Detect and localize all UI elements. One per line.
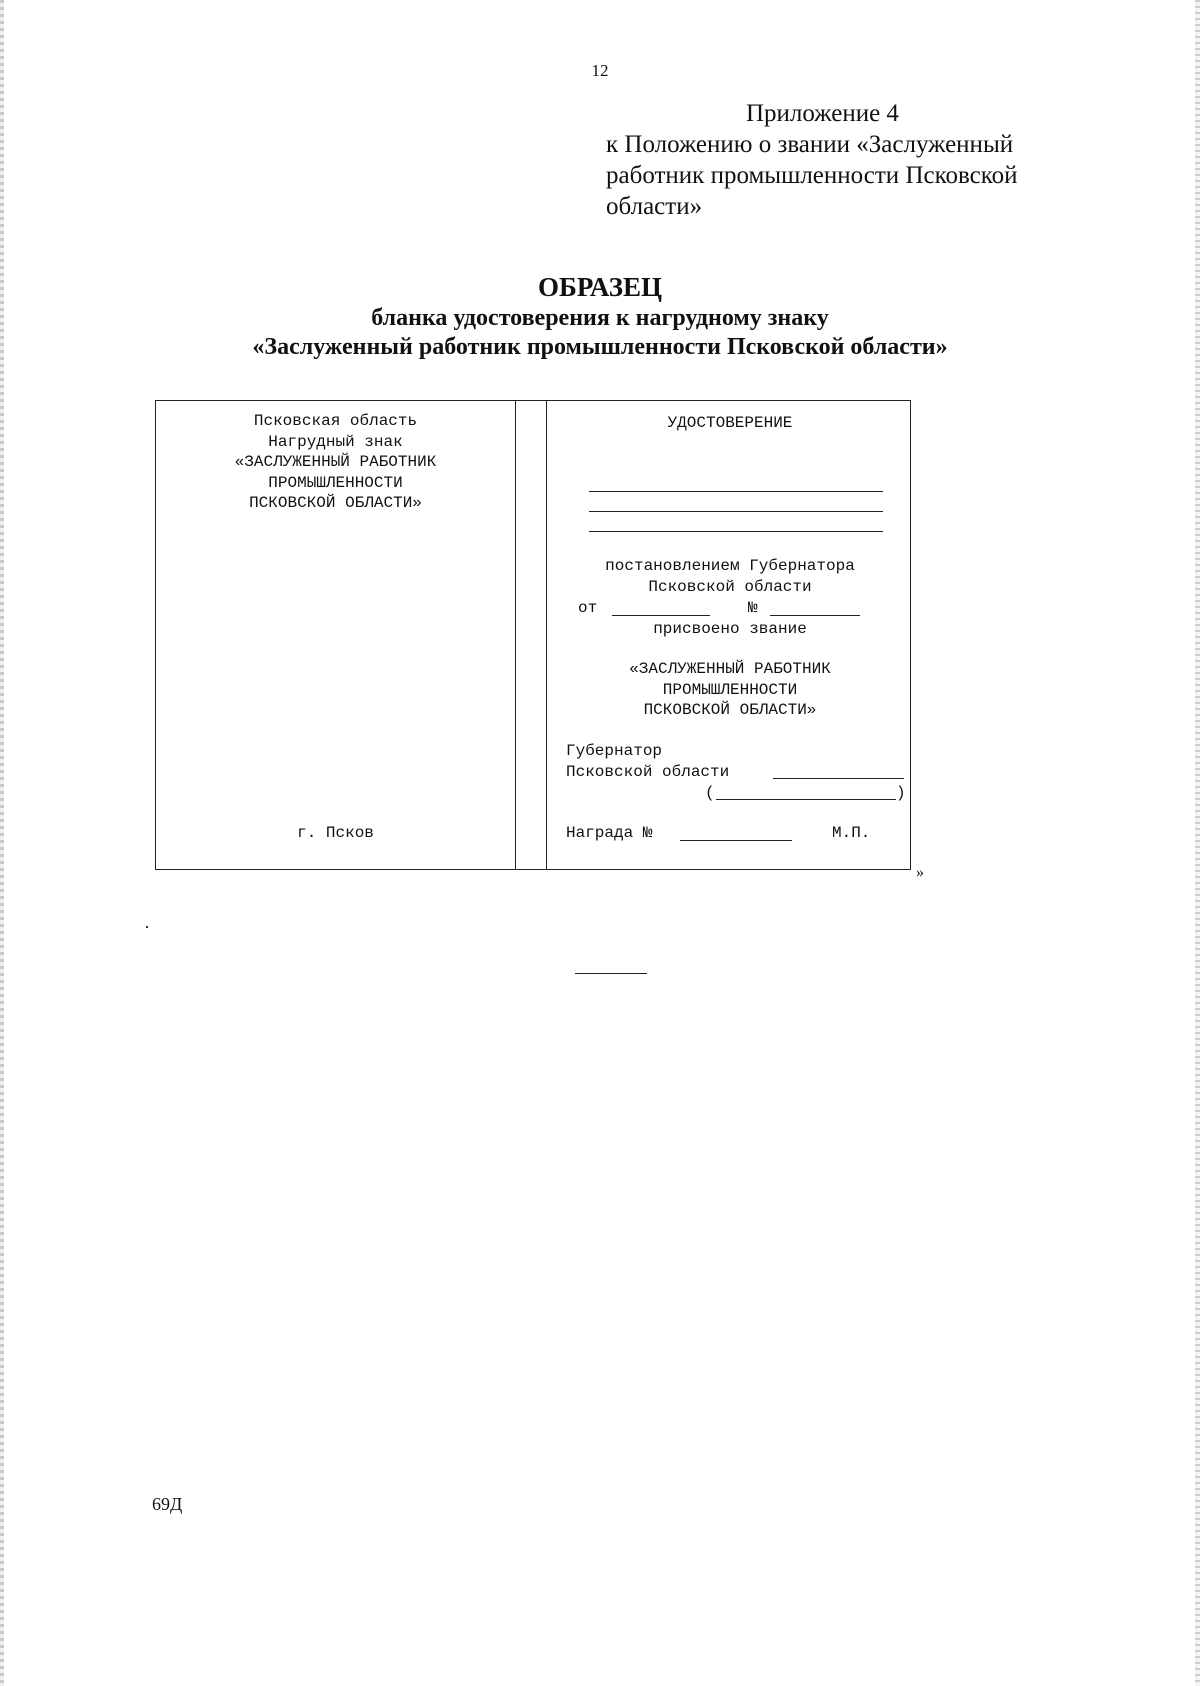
rank-line2: ПРОМЫШЛЕННОСТИ [662,680,798,699]
rank-line3: ПСКОВСКОЙ ОБЛАСТИ» [643,701,817,719]
governor-region-label: Псковской области [566,763,730,781]
left-rank-line1: «ЗАСЛУЖЕННЫЙ РАБОТНИК [234,453,437,471]
certificate-blank [155,400,911,870]
page-number: 12 [591,61,609,80]
resolution-line1: постановлением Губернатора [605,557,855,575]
seal-label: М.П. [832,824,871,842]
date-line [612,615,710,616]
assigned-text: присвоено звание [653,620,807,638]
scan-edge-left [0,0,4,1686]
governor-label: Губернатор [566,742,663,760]
appendix-title: Приложение 4 [746,100,899,127]
left-rank-line3: ПСКОВСКОЙ ОБЛАСТИ» [249,494,422,512]
award-number-label: Награда № [566,824,653,842]
document-code: 69Д [152,1494,183,1514]
award-number-line [680,840,792,841]
left-rank-line2: ПРОМЫШЛЕННОСТИ [268,473,403,492]
resolution-text [549,556,911,597]
scan-edge-right [1195,0,1200,1686]
rank-line1: «ЗАСЛУЖЕННЫЙ РАБОТНИК [629,660,831,678]
sample-subheading: бланка удостоверения к нагрудному знаку [371,305,829,331]
number-sign: № [748,599,758,617]
name-decode-line [716,799,896,800]
appendix-note [606,98,1066,222]
paren-close: ) [896,784,906,802]
number-line [770,615,860,616]
signature-line [773,778,904,779]
left-page-text [156,411,515,514]
resolution-line2: Псковской области [648,577,812,596]
name-line-3 [589,531,883,532]
name-line-2 [589,511,883,512]
city-label: г. Псков [297,824,374,842]
sample-badge-title: «Заслуженный работник промышленности Псковской области» [252,334,948,360]
closing-quote: » [916,864,924,881]
rank-title [549,659,911,721]
scan-dot [146,926,148,928]
paren-open: ( [705,784,715,802]
left-region: Псковская область [253,412,418,430]
certificate-title: УДОСТОВЕРЕНИЕ [667,414,793,432]
left-badge-label: Нагрудный знак [268,432,403,451]
name-line-1 [589,491,883,492]
certificate-fold [515,401,547,869]
appendix-body: к Положению о звании «Заслуженный работник промышленности Псковской области» [606,131,1018,220]
from-label: от [578,599,598,617]
end-rule [575,973,647,974]
sample-heading: ОБРАЗЕЦ [538,272,662,302]
